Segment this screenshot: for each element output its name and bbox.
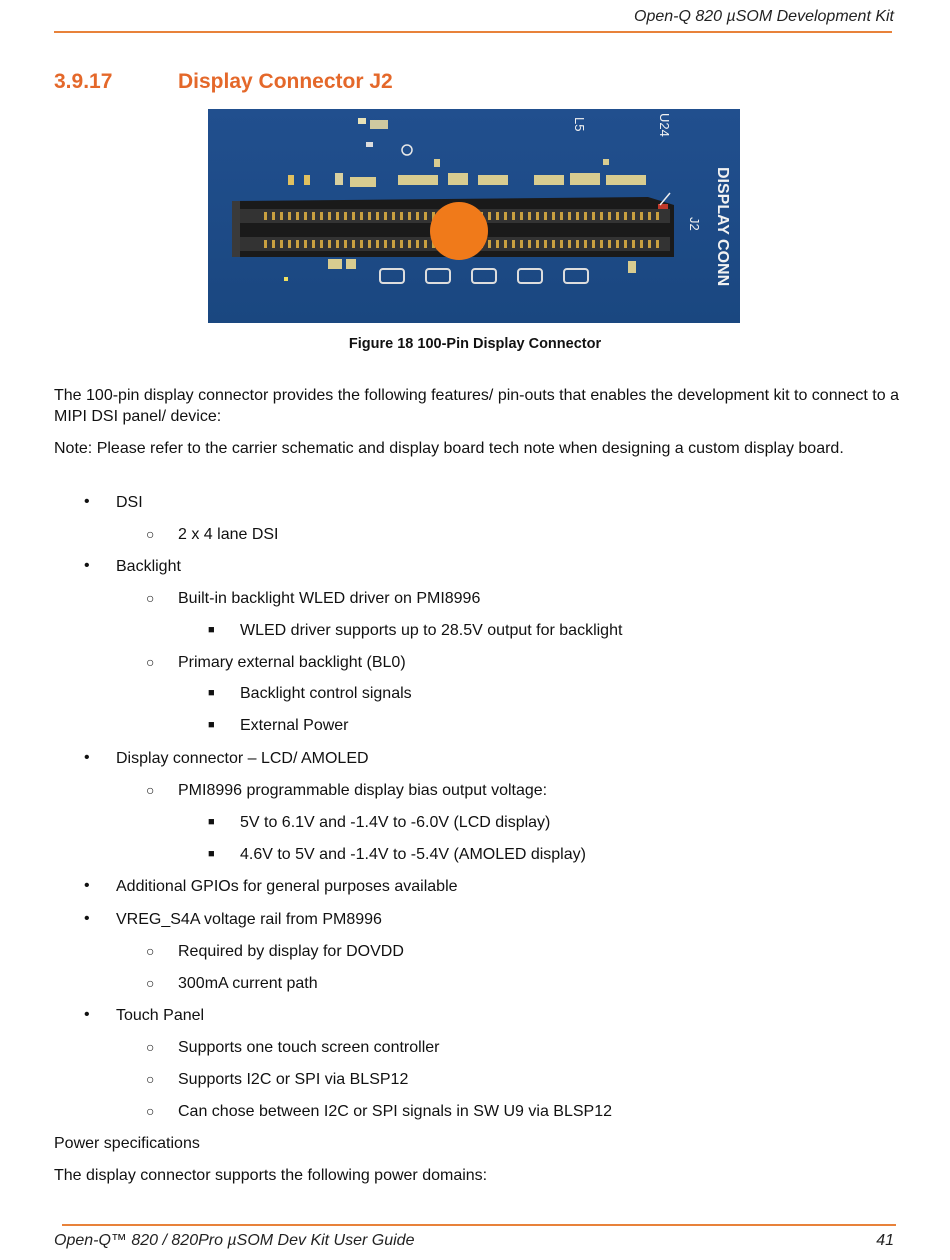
- bullet-circle-icon: ○: [146, 1103, 155, 1119]
- connector-pin: [496, 212, 499, 220]
- power-specs-text: Power specifications: [54, 1135, 200, 1152]
- bullet-circle-icon: ○: [146, 654, 155, 670]
- bullet-square-icon: ■: [208, 624, 215, 636]
- connector-pin: [536, 240, 539, 248]
- connector-pin: [288, 240, 291, 248]
- connector-pin: [344, 212, 347, 220]
- connector-pin: [624, 212, 627, 220]
- connector-pin: [496, 240, 499, 248]
- connector-pin: [304, 212, 307, 220]
- connector-pin: [568, 212, 571, 220]
- bullet-square-icon: ■: [208, 687, 215, 699]
- bullet-circle-icon: ○: [146, 1071, 155, 1087]
- connector-pin: [296, 240, 299, 248]
- connector-pin: [392, 240, 395, 248]
- connector-pin: [536, 212, 539, 220]
- footer-rule: [62, 1224, 896, 1226]
- list-item: Supports I2C or SPI via BLSP12: [178, 1071, 409, 1088]
- connector-pin: [352, 240, 355, 248]
- connector-pin: [552, 240, 555, 248]
- connector-pin: [408, 212, 411, 220]
- bullet-square-icon: ■: [208, 848, 215, 860]
- connector-pin: [288, 212, 291, 220]
- connector-pin: [392, 212, 395, 220]
- connector-pin: [616, 212, 619, 220]
- connector-pin: [640, 240, 643, 248]
- bullet-square-icon: ■: [208, 816, 215, 828]
- list-item: DSI: [116, 494, 143, 511]
- label-l5: L5: [572, 117, 587, 132]
- connector-pin: [576, 212, 579, 220]
- connector-pin: [552, 212, 555, 220]
- connector-pin: [504, 212, 507, 220]
- bullet-dot-icon: •: [84, 493, 90, 510]
- intro-paragraph: The 100-pin display connector provides the following features/ pin-outs that enables the development kit to connect to a MIPI DSI panel/ device:: [54, 387, 899, 425]
- bullet-circle-icon: ○: [146, 590, 155, 606]
- connector-pin: [304, 240, 307, 248]
- section-title: Display Connector J2: [178, 70, 393, 93]
- connector-pin: [336, 212, 339, 220]
- list-item: External Power: [240, 717, 349, 734]
- list-item: Can chose between I2C or SPI signals in SW U9 via BLSP12: [178, 1103, 612, 1120]
- connector-pin: [544, 240, 547, 248]
- header-rule: [54, 31, 892, 33]
- connector-pin: [576, 240, 579, 248]
- connector-pin: [656, 212, 659, 220]
- connector-pin: [360, 240, 363, 248]
- list-item: PMI8996 programmable display bias output voltage:: [178, 782, 548, 799]
- connector-pin: [600, 212, 603, 220]
- connector-pin: [416, 212, 419, 220]
- bullet-circle-icon: ○: [146, 526, 155, 542]
- connector-pin: [400, 240, 403, 248]
- power-domains-text: The display connector supports the following power domains:: [54, 1167, 488, 1184]
- connector-pin: [312, 212, 315, 220]
- list-item: WLED driver supports up to 28.5V output for backlight: [240, 622, 623, 639]
- connector-pin: [568, 240, 571, 248]
- connector-pin: [360, 212, 363, 220]
- connector-pin: [656, 240, 659, 248]
- connector-pin: [640, 212, 643, 220]
- label-j2: J2: [687, 217, 702, 231]
- connector-pin: [624, 240, 627, 248]
- connector-pin: [424, 240, 427, 248]
- connector-pin: [592, 240, 595, 248]
- list-item: Display connector – LCD/ AMOLED: [116, 750, 369, 767]
- list-item: Built-in backlight WLED driver on PMI8996: [178, 590, 481, 607]
- label-u24: U24: [657, 113, 672, 137]
- connector-pin: [512, 240, 515, 248]
- connector-pin: [560, 212, 563, 220]
- connector-pin: [312, 240, 315, 248]
- connector-pin: [632, 212, 635, 220]
- connector-pin: [400, 212, 403, 220]
- connector-pin: [336, 240, 339, 248]
- connector-pin: [608, 212, 611, 220]
- bullet-circle-icon: ○: [146, 1039, 155, 1055]
- connector-pin: [264, 240, 267, 248]
- list-item: 2 x 4 lane DSI: [178, 526, 279, 543]
- list-item: Supports one touch screen controller: [178, 1039, 440, 1056]
- connector-pin: [272, 240, 275, 248]
- bullet-dot-icon: •: [84, 749, 90, 766]
- connector-pin: [368, 240, 371, 248]
- connector-pin: [528, 240, 531, 248]
- bullet-dot-icon: •: [84, 877, 90, 894]
- connector-pin: [280, 240, 283, 248]
- connector-pin: [592, 212, 595, 220]
- list-item: 5V to 6.1V and -1.4V to -6.0V (LCD display): [240, 814, 551, 831]
- connector-pin: [328, 212, 331, 220]
- label-display-conn: DISPLAY CONN: [714, 167, 731, 287]
- connector-pin: [408, 240, 411, 248]
- connector-pin: [560, 240, 563, 248]
- connector-pin: [488, 212, 491, 220]
- connector-pin: [320, 240, 323, 248]
- list-item: 4.6V to 5V and -1.4V to -5.4V (AMOLED display): [240, 846, 586, 863]
- connector-pin: [544, 212, 547, 220]
- connector-pin: [368, 212, 371, 220]
- figure-caption: Figure 18 100-Pin Display Connector: [348, 336, 602, 352]
- connector-pin: [344, 240, 347, 248]
- footer-title: Open-Q™ 820 / 820Pro µSOM Dev Kit User Guide: [54, 1232, 415, 1249]
- connector-pin: [584, 240, 587, 248]
- connector-marker: [430, 202, 488, 260]
- display-connector-figure: [208, 109, 740, 323]
- connector-pin: [528, 212, 531, 220]
- connector-pin: [328, 240, 331, 248]
- connector-pin: [416, 240, 419, 248]
- list-item: Backlight: [116, 558, 181, 575]
- list-item: Touch Panel: [116, 1007, 205, 1024]
- list-item: 300mA current path: [178, 975, 318, 992]
- page-number: 41: [876, 1232, 894, 1249]
- connector-pin: [504, 240, 507, 248]
- connector-pin: [384, 240, 387, 248]
- connector-pin: [632, 240, 635, 248]
- connector-pin: [296, 212, 299, 220]
- connector-pin: [584, 212, 587, 220]
- connector-pin: [488, 240, 491, 248]
- connector-pin: [264, 212, 267, 220]
- connector-pin: [376, 212, 379, 220]
- connector-pin: [320, 212, 323, 220]
- bullet-dot-icon: •: [84, 1006, 90, 1023]
- list-item: Required by display for DOVDD: [178, 943, 404, 960]
- bullet-circle-icon: ○: [146, 975, 155, 991]
- bullet-circle-icon: ○: [146, 782, 155, 798]
- connector-pin: [272, 212, 275, 220]
- connector-pin: [352, 212, 355, 220]
- connector-pin: [280, 212, 283, 220]
- connector-pin: [424, 212, 427, 220]
- bullet-dot-icon: •: [84, 910, 90, 927]
- connector-pin: [608, 240, 611, 248]
- connector-pin: [520, 212, 523, 220]
- section-number: 3.9.17: [54, 70, 113, 93]
- connector-pin: [616, 240, 619, 248]
- connector-pin: [384, 212, 387, 220]
- list-item: Additional GPIOs for general purposes available: [116, 878, 458, 895]
- running-header: Open-Q 820 µSOM Development Kit: [634, 8, 894, 25]
- connector-pin: [648, 240, 651, 248]
- bullet-circle-icon: ○: [146, 943, 155, 959]
- bullet-dot-icon: •: [84, 557, 90, 574]
- list-item: VREG_S4A voltage rail from PM8996: [116, 911, 382, 928]
- list-item: Backlight control signals: [240, 685, 412, 702]
- connector-pin: [600, 240, 603, 248]
- connector-pin: [520, 240, 523, 248]
- list-item: Primary external backlight (BL0): [178, 654, 406, 671]
- connector-pin: [376, 240, 379, 248]
- connector-pin: [512, 212, 515, 220]
- connector-pin: [648, 212, 651, 220]
- note-paragraph: Note: Please refer to the carrier schematic and display board tech note when designing a custom display board.: [54, 440, 844, 457]
- bullet-square-icon: ■: [208, 719, 215, 731]
